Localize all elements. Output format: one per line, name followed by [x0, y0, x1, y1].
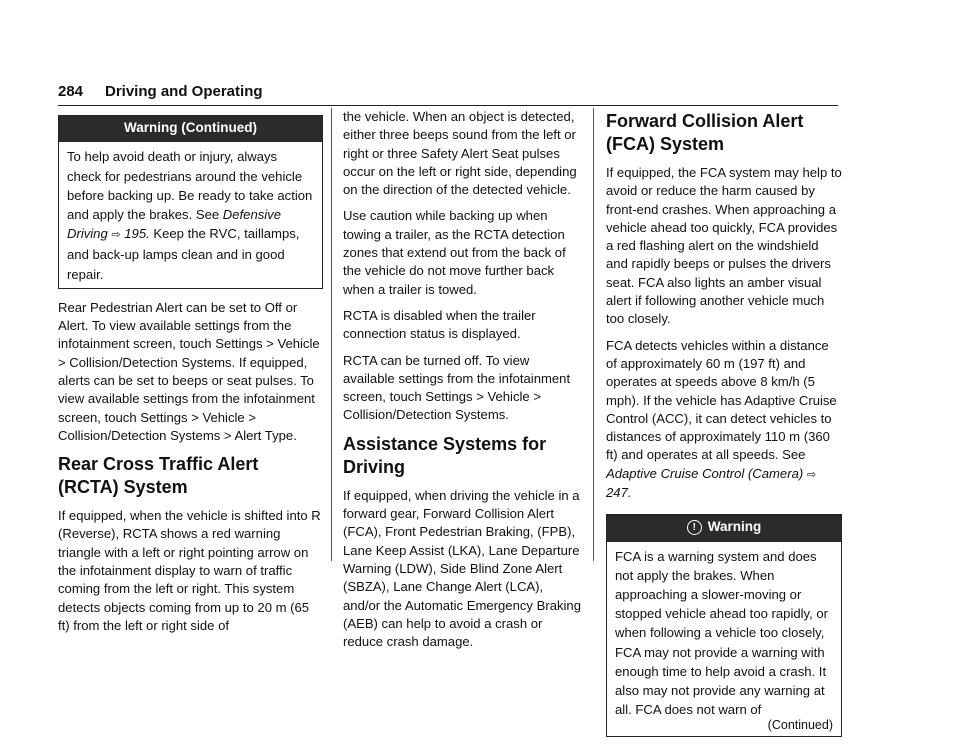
warning-heading: Warning (Continued): [59, 116, 322, 142]
warning-text-end: Keep the RVC, taillamps, and back-up lamps clean and in good repair.: [67, 226, 300, 282]
section-title: Driving and Operating: [105, 83, 263, 100]
cross-reference-link[interactable]: Adaptive Cruise Control (Camera): [606, 465, 804, 481]
paragraph-text: FCA detects vehicles within a distance of approximately 60 m (197 ft) and operates at speeds above 8 km/h (5 mph). If the vehicle has Adaptive Cruise Control (ACC), it can detect vehicles to distances of approximately 110 m (360 ft) and operates at all speeds. See: [606, 337, 837, 463]
continued-label: (Continued): [767, 718, 833, 733]
page-ref-number[interactable]: 247.: [606, 485, 632, 501]
warning-text: FCA is a warning system and does not apply the brakes. When approaching a slower-moving or stopped vehicle ahead too rapidly, or when following a vehicle too closely, FCA may not provide a warning with enough time to help avoid a crash. It also may not provide any warning at all. FCA does not warn of: [615, 548, 829, 718]
page-header: [58, 83, 838, 106]
paragraph: RCTA can be turned off. To view available settings from the infotainment screen, touch Settings > Vehicle > Collision/Detection Systems.: [343, 352, 571, 423]
warning-heading: [607, 515, 841, 541]
warning-text: To help avoid death or injury, always check for pedestrians around the vehicle before backing up. Be ready to take action and apply the brakes. See: [67, 149, 313, 222]
column-left: [58, 115, 323, 643]
paragraph: the vehicle. When an object is detected, either three beeps sound from the left or right or three Safety Alert Seat pulses occur on the left or right side, depending on the direction of the detected vehicle.: [343, 109, 577, 198]
cross-reference-link[interactable]: Defensive Driving: [67, 206, 282, 242]
paragraph: If equipped, when driving the vehicle in a forward gear, Forward Collision Alert (FCA), Front Pedestrian Braking, (FPB), Lane Keep Assist (LKA), Lane Departure Warning (LDW), Side Blind Zone Alert (SBZA), Lane Change Alert (LCA), and/or the Automatic Emergency Braking (AEB) can help to avoid a crash or reduce crash damage.: [343, 487, 581, 650]
page-ref-arrow-icon: ⇨: [806, 468, 817, 481]
paragraph: Rear Pedestrian Alert can be set to Off or Alert. To view available settings from the infotainment screen, touch Settings > Vehicle > Collision/Detection Systems. If equipped, alerts can be set to beeps or seat pulses. To view available settings from the infotainment screen, touch Settings > Vehicle > Collision/Detection Systems > Alert Type.: [58, 299, 320, 443]
warning-title: Warning: [707, 519, 762, 535]
page-ref-number[interactable]: 195.: [124, 226, 150, 242]
section-heading: Rear Cross Traffic Alert (RCTA) System: [58, 454, 259, 498]
column-divider: [331, 108, 332, 561]
paragraph: RCTA is disabled when the trailer connection status is displayed.: [343, 307, 536, 342]
warning-body: [607, 542, 841, 737]
paragraph: [606, 337, 842, 503]
page-number: 284: [58, 83, 84, 100]
column-middle: [343, 108, 583, 659]
warning-icon: !: [687, 520, 702, 535]
warning-box-continued: [58, 115, 323, 289]
column-divider: [593, 108, 594, 561]
paragraph: Use caution while backing up when towing a trailer, as the RCTA detection zones that extend out from the back of the vehicle do not move further back when a trailer is towed.: [343, 208, 566, 297]
column-right: [606, 108, 842, 747]
paragraph: If equipped, when the vehicle is shifted into R (Reverse), RCTA shows a red warning triangle with a left or right pointing arrow on the infotainment display to warn of traffic coming from the left or right. This system detects objects coming from up to 20 m (65 ft) from the left or right side of: [58, 508, 321, 633]
warning-box: [606, 514, 842, 737]
warning-body: [59, 142, 322, 287]
section-heading: Forward Collision Alert (FCA) System: [606, 111, 804, 154]
page-ref-arrow-icon: ⇨: [111, 229, 121, 242]
section-heading: Assistance Systems for Driving: [343, 433, 547, 477]
paragraph: If equipped, the FCA system may help to avoid or reduce the harm caused by front-end crashes. When approaching a vehicle ahead too quickly, FCA provides a red flashing alert on the windshield and rapidly beeps or pulses the drivers seat. FCA also lights an amber visual alert if following another vehicle much too closely.: [606, 165, 842, 327]
